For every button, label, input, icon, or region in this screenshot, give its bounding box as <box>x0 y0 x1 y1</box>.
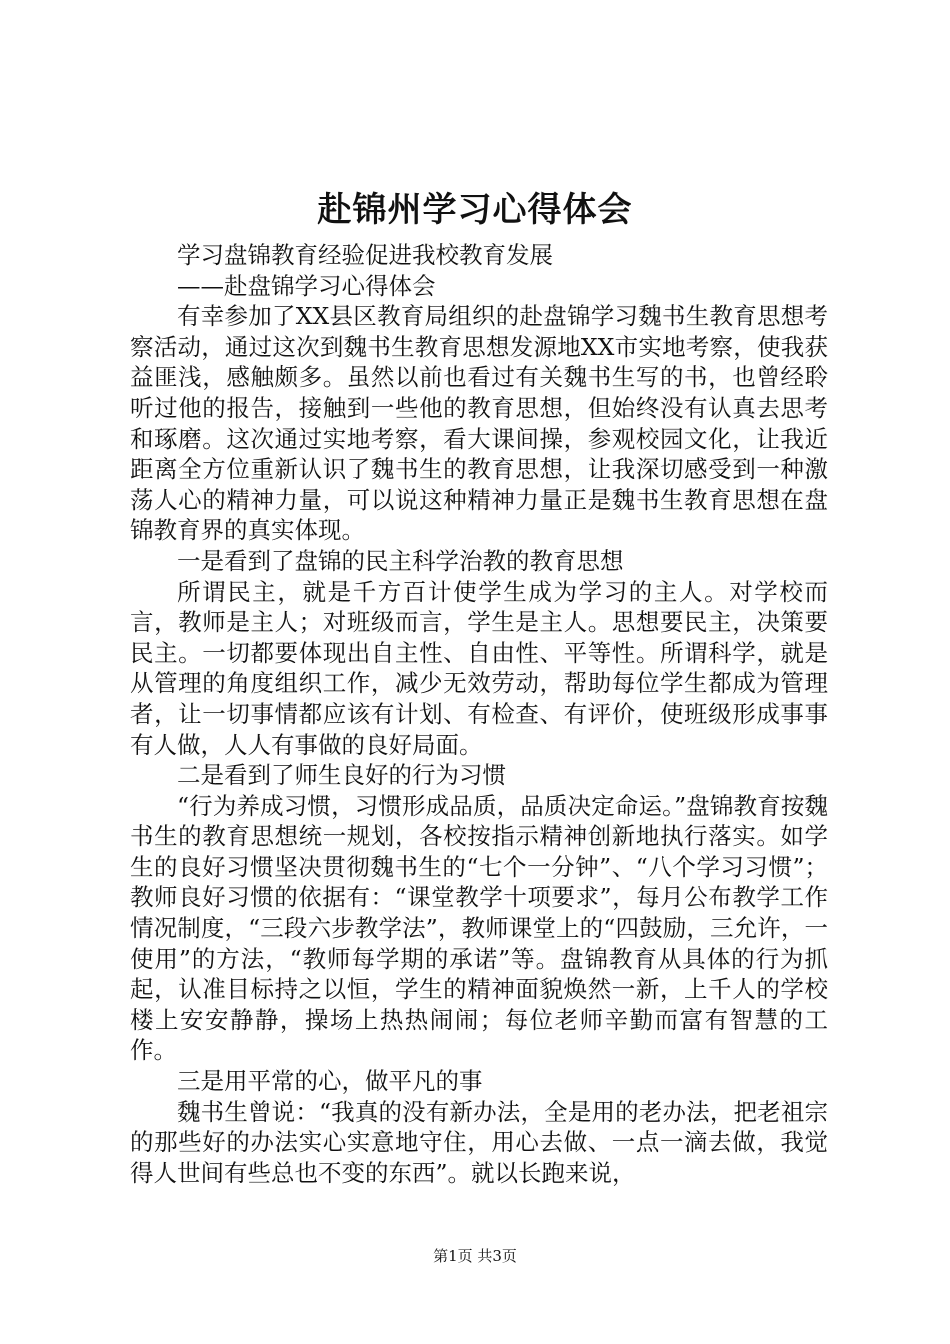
paragraph: 三是用平常的心，做平凡的事 <box>177 1067 483 1096</box>
document-title: 赴锦州学习心得体会 <box>317 190 633 230</box>
document-body <box>130 240 828 1188</box>
paragraph: ——赴盘锦学习心得体会 <box>177 271 436 300</box>
paragraph: 所谓民主，就是千方百计使学生成为学习的主人。对学校而言，教师是主人；对班级而言，学生是主人。思想要民主，决策要民主。一切都要体现出自主性、自由性、平等性。所谓科学，就是从管理的角度组织工作，减少无效劳动，帮助每位学生都成为管理者，让一切事情都应该有计划、有检查、有评价，使班级形成事事有人做，人人有事做的良好局面。 <box>130 577 828 759</box>
paragraph: 魏书生曾说：“我真的没有新办法，全是用的老办法，把老祖宗的那些好的办法实心实意地守住，用心去做、一点一滴去做，我觉得人世间有些总也不变的东西”。就以长跑来说， <box>130 1097 828 1187</box>
page-footer: 第1页 共3页 <box>433 1247 517 1265</box>
paragraph: 一是看到了盘锦的民主科学治教的教育思想 <box>177 546 624 575</box>
paragraph: 学习盘锦教育经验促进我校教育发展 <box>177 241 553 269</box>
paragraph: 二是看到了师生良好的行为习惯 <box>177 761 506 790</box>
paragraph: 有幸参加了XX县区教育局组织的赴盘锦学习魏书生教育思想考察活动，通过这次到魏书生教育思想发源地XX市实地考察，使我获益匪浅，感触颇多。虽然以前也看过有关魏书生写的书，也曾经聆听过他的报告，接触到一些他的教育思想，但始终没有认真去思考和琢磨。这次通过实地考察，看大课间操，参观校园文化，让我近距离全方位重新认识了魏书生的教育思想，让我深切感受到一种激荡人心的精神力量，可以说这种精神力量正是魏书生教育思想在盘锦教育界的真实体现。 <box>130 302 828 545</box>
paragraph: “行为养成习惯，习惯形成品质，品质决定命运。”盘锦教育按魏书生的教育思想统一规划，各校按指示精神创新地执行落实。如学生的良好习惯坚决贯彻魏书生的“七个一分钟”、“八个学习习惯”；教师良好习惯的依据有：“课堂教学十项要求”，每月公布教学工作情况制度，“三段六步教学法”，教师课堂上的“四鼓励，三允许，一使用”的方法，“教师每学期的承诺”等。盘锦教育从具体的行为抓起，认准目标持之以恒，学生的精神面貌焕然一新，上千人的学校楼上安安静静，操场上热热闹闹；每位老师辛勤而富有智慧的工作。 <box>130 791 828 1065</box>
